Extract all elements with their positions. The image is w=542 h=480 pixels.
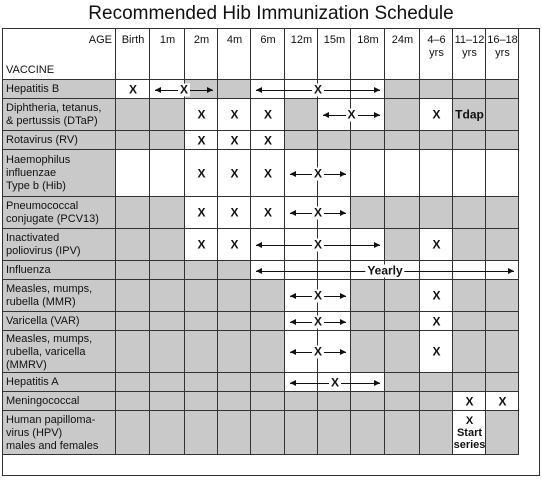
schedule-cell: [453, 280, 486, 312]
schedule-cell: [420, 80, 453, 99]
arrow-right-head: [374, 242, 380, 248]
schedule-cell: [351, 280, 385, 312]
arrow-right-head: [374, 112, 380, 118]
dose-mark: X: [197, 107, 206, 122]
schedule-cell: [385, 197, 420, 229]
dose-mark: X: [230, 237, 239, 252]
schedule-cell: [453, 373, 486, 392]
dose-range-label: X: [313, 288, 323, 303]
schedule-cell: [385, 229, 420, 261]
schedule-cell: [385, 150, 420, 197]
age-header-text: 2m: [193, 34, 210, 46]
schedule-cell: [285, 411, 318, 455]
schedule-cell: [453, 80, 486, 99]
schedule-cell: [285, 392, 318, 411]
schedule-cell: [116, 331, 150, 373]
dose-mark: X: [197, 237, 206, 252]
age-header-text: 4m: [226, 34, 243, 46]
age-header-label: AGE: [88, 34, 112, 46]
arrow-left-head: [323, 112, 329, 118]
dose-mark: X: [230, 166, 239, 180]
age-header-text: 6m: [260, 34, 276, 46]
schedule-cell: [351, 331, 385, 373]
schedule-cell: [453, 229, 486, 261]
schedule-cell: [453, 331, 486, 373]
dose-mark: X: [197, 166, 206, 180]
schedule-cell: [185, 331, 218, 373]
vaccine-name: Measles, mumps, rubella (MMR): [6, 283, 93, 308]
arrow-right-head: [340, 349, 346, 355]
schedule-cell: [251, 392, 285, 411]
vaccine-header-label: VACCINE: [6, 64, 55, 76]
schedule-cell: [385, 99, 420, 131]
vaccine-name: Varicella (VAR): [6, 315, 80, 327]
vaccine-name: Hepatitis A: [6, 376, 59, 388]
age-header-text: 18m: [357, 34, 379, 46]
schedule-cell: [185, 312, 218, 331]
vaccine-name: Meningococcal: [6, 395, 80, 407]
arrow-left-head: [290, 319, 296, 325]
schedule-cell: [150, 150, 185, 197]
schedule-cell: [420, 197, 453, 229]
schedule-cell: [486, 312, 519, 331]
age-header-text: 4–6 yrs: [427, 34, 446, 59]
schedule-cell: [185, 373, 218, 392]
schedule-cell: [351, 312, 385, 331]
schedule-cell: [116, 131, 150, 150]
schedule-cell: [351, 131, 385, 150]
schedule-cell: [218, 411, 251, 455]
schedule-cell: [385, 373, 420, 392]
schedule-cell: [351, 197, 385, 229]
vaccine-name: Diphtheria, tetanus, & pertussis (DTaP): [6, 102, 102, 127]
schedule-cell: [150, 411, 185, 455]
arrow-left-head: [256, 268, 262, 274]
schedule-cell: [150, 392, 185, 411]
schedule-cell: [420, 373, 453, 392]
dose-mark: X: [432, 288, 441, 303]
schedule-cell: [218, 392, 251, 411]
dose-range-label: X: [330, 375, 340, 390]
arrow-right-head: [374, 380, 380, 386]
schedule-cell: [251, 373, 285, 392]
schedule-cell: [420, 150, 453, 197]
vaccine-name: Haemophilus influenzae Type b (Hib): [6, 154, 71, 192]
schedule-cell: [318, 411, 351, 455]
dose-mark: X: [197, 205, 206, 220]
dose-mark: X: [263, 133, 273, 147]
schedule-cell: [486, 331, 519, 373]
vaccine-name: Human papilloma- virus (HPV) males and females: [6, 413, 99, 452]
schedule-cell: [116, 411, 150, 455]
arrow-left-head: [290, 380, 296, 386]
vaccine-name: Hepatitis B: [6, 83, 60, 95]
schedule-cell: [150, 131, 185, 150]
dose-mark: X: [230, 107, 239, 122]
schedule-cell: [385, 312, 420, 331]
schedule-cell: [116, 197, 150, 229]
arrow-left-head: [290, 293, 296, 299]
dose-mark: X: [465, 394, 474, 408]
vaccine-name: Pneumococcal conjugate (PCV13): [6, 200, 99, 225]
arrow-left-head: [290, 171, 296, 177]
age-header-text: 1m: [159, 34, 176, 46]
schedule-cell: [385, 411, 420, 455]
schedule-cell: [453, 312, 486, 331]
dose-range-label: X: [313, 237, 323, 252]
schedule-cell: [486, 80, 519, 99]
arrow-left-head: [290, 349, 296, 355]
arrow-right-head: [340, 319, 346, 325]
dose-mark: X: [263, 205, 273, 220]
schedule-cell: [251, 331, 285, 373]
age-header-text: 24m: [391, 34, 414, 46]
dose-range-label: X: [313, 314, 323, 329]
age-header-text: 11–12 yrs: [454, 34, 485, 59]
arrow-right-head: [340, 171, 346, 177]
schedule-cell: [420, 411, 453, 455]
schedule-cell: [218, 373, 251, 392]
schedule-cell: [351, 392, 385, 411]
schedule-cell: [116, 261, 150, 280]
dose-mark: X: [230, 133, 239, 147]
arrow-right-head: [374, 87, 380, 93]
schedule-cell: [318, 131, 351, 150]
schedule-cell: [150, 373, 185, 392]
schedule-cell: [116, 229, 150, 261]
schedule-cell: [218, 331, 251, 373]
dose-range-label: X: [313, 205, 323, 220]
dose-mark: X: [432, 237, 441, 252]
schedule-cell: [351, 150, 385, 197]
schedule-cell: [150, 197, 185, 229]
dose-range-label: X: [347, 107, 356, 122]
schedule-cell: [453, 197, 486, 229]
schedule-cell: [486, 280, 519, 312]
schedule-cell: [251, 312, 285, 331]
dose-mark: X: [128, 82, 138, 96]
age-header-text: 16–18 yrs: [487, 34, 518, 59]
schedule-cell: [218, 80, 251, 99]
schedule-cell: [116, 373, 150, 392]
schedule-cell: [116, 392, 150, 411]
schedule-cell: [150, 261, 185, 280]
dose-mark: X: [432, 107, 441, 122]
schedule-cell: [453, 131, 486, 150]
dose-range-label: X: [179, 82, 189, 97]
arrow-left-head: [155, 87, 161, 93]
age-header-text: Birth: [121, 34, 145, 46]
schedule-cell: [218, 280, 251, 312]
dose-range-label: X: [313, 166, 323, 181]
arrow-right-head: [508, 268, 514, 274]
vaccine-name: Rotavirus (RV): [6, 134, 78, 146]
schedule-cell: [453, 150, 486, 197]
dose-mark: X Start series: [453, 415, 486, 451]
dose-range-label: X: [313, 82, 323, 97]
schedule-cell: [385, 392, 420, 411]
page-title: Recommended Hib Immunization Schedule: [88, 3, 454, 24]
arrow-left-head: [290, 210, 296, 216]
schedule-cell: [285, 131, 318, 150]
schedule-cell: [150, 312, 185, 331]
schedule-cell: [285, 99, 318, 131]
schedule-cell: [420, 131, 453, 150]
schedule-cell: [251, 411, 285, 455]
schedule-cell: [420, 392, 453, 411]
schedule-cell: [185, 411, 218, 455]
schedule-cell: [351, 411, 385, 455]
dose-range-label: Yearly: [367, 263, 403, 278]
arrow-left-head: [256, 87, 262, 93]
schedule-cell: [385, 80, 420, 99]
schedule-cell: [486, 229, 519, 261]
vaccine-name: Measles, mumps, rubella, varicella (MMRV): [6, 332, 93, 371]
arrow-left-head: [256, 242, 262, 248]
schedule-cell: [116, 99, 150, 131]
schedule-cell: [486, 131, 519, 150]
age-header-text: 15m: [323, 34, 346, 46]
vaccine-name: Influenza: [6, 264, 51, 276]
schedule-cell: [185, 280, 218, 312]
dose-mark: X: [197, 133, 206, 147]
schedule-cell: [185, 261, 218, 280]
dose-mark: X: [432, 344, 441, 359]
dose-range-label: X: [313, 344, 323, 359]
schedule-cell: [116, 280, 150, 312]
dose-mark: X: [432, 314, 441, 328]
age-header-text: 12m: [290, 34, 313, 46]
schedule-cell: [486, 197, 519, 229]
schedule-cell: [486, 373, 519, 392]
dose-mark: X: [263, 166, 273, 180]
arrow-right-head: [340, 293, 346, 299]
schedule-cell: [116, 150, 150, 197]
dose-mark: Tdap: [455, 107, 484, 122]
schedule-cell: [385, 131, 420, 150]
schedule-cell: [150, 99, 185, 131]
arrow-right-head: [340, 210, 346, 216]
schedule-cell: [318, 392, 351, 411]
schedule-cell: [218, 312, 251, 331]
schedule-cell: [486, 150, 519, 197]
dose-mark: X: [498, 394, 507, 408]
schedule-cell: [116, 312, 150, 331]
schedule-cell: [150, 331, 185, 373]
vaccine-name: Inactivated poliovirus (IPV): [6, 232, 81, 257]
schedule-cell: [486, 99, 519, 131]
arrow-right-head: [207, 87, 213, 93]
schedule-cell: [486, 411, 519, 455]
schedule-cell: [150, 229, 185, 261]
schedule-cell: [185, 392, 218, 411]
schedule-cell: [218, 261, 251, 280]
schedule-cell: [385, 280, 420, 312]
schedule-cell: [150, 280, 185, 312]
schedule-cell: [251, 280, 285, 312]
schedule-cell: [385, 331, 420, 373]
dose-mark: X: [263, 107, 273, 122]
dose-mark: X: [230, 205, 239, 220]
